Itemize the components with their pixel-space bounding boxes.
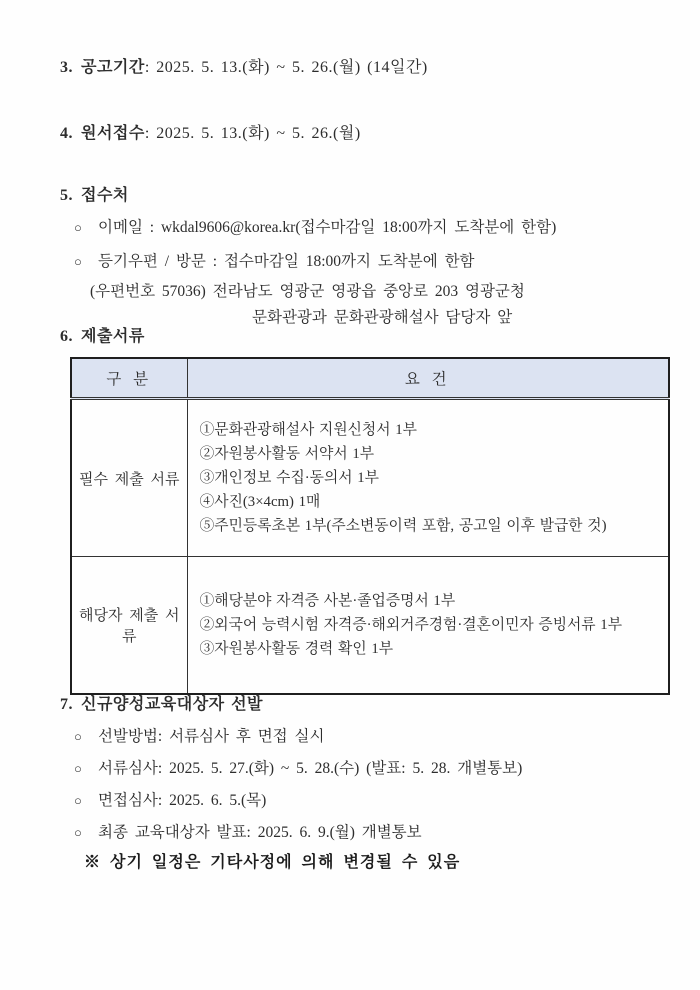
document-item: ②외국어 능력시험 자격증·해외거주경험·결혼이민자 증빙서류 1부 bbox=[199, 617, 622, 633]
email-bullet-item bbox=[74, 217, 670, 238]
mail-visit-bullet-item bbox=[74, 251, 670, 272]
document-item: ③자원봉사활동 경력 확인 1부 bbox=[199, 641, 394, 657]
selection-method-bullet bbox=[74, 726, 670, 747]
submission-documents-table bbox=[70, 357, 670, 695]
document-screening-bullet bbox=[74, 758, 670, 779]
column-header-requirements: 요 건 bbox=[187, 358, 669, 399]
document-item: ④사진(3×4cm) 1매 bbox=[199, 494, 321, 510]
table-row-required-documents bbox=[71, 399, 669, 557]
document-item: ⑤주민등록초본 1부(주소변동이력 포함, 공고일 이후 발급한 것) bbox=[199, 518, 607, 534]
mail-address-line1: (우편번호 57036) 전라남도 영광군 영광읍 중앙로 203 영광군청 bbox=[90, 283, 525, 300]
section-application-period bbox=[60, 123, 670, 144]
section-submission-office bbox=[60, 185, 670, 328]
section-title: 제출서류 bbox=[81, 328, 145, 345]
row-requirements-cell bbox=[187, 399, 669, 557]
document-item: ②자원봉사활동 서약서 1부 bbox=[199, 446, 375, 462]
section-number: 5. bbox=[60, 187, 73, 204]
row-requirements-cell bbox=[187, 557, 669, 695]
row-category-label: 해당자 제출 서류 bbox=[71, 557, 187, 695]
schedule-change-note: ※ 상기 일정은 기타사정에 의해 변경될 수 있음 bbox=[84, 854, 461, 871]
submission-documents-table-container bbox=[70, 357, 670, 695]
selection-method-text: 선발방법: 서류심사 후 면접 실시 bbox=[98, 728, 325, 745]
mail-visit-text: 등기우편 / 방문 : 접수마감일 18:00까지 도착분에 한함 bbox=[98, 253, 475, 270]
section-number: 7. bbox=[60, 696, 73, 713]
section-number: 4. bbox=[60, 125, 73, 142]
final-announcement-text: 최종 교육대상자 발표: 2025. 6. 9.(월) 개별통보 bbox=[98, 824, 422, 841]
column-header-category: 구 분 bbox=[71, 358, 187, 399]
final-announcement-bullet bbox=[74, 822, 670, 843]
interview-bullet bbox=[74, 790, 670, 811]
section-number: 3. bbox=[60, 59, 73, 76]
circle-bullet-icon: ○ bbox=[74, 729, 82, 744]
table-row-applicable-documents bbox=[71, 557, 669, 695]
email-text: 이메일 : wkdal9606@korea.kr(접수마감일 18:00까지 도착분에 한함) bbox=[98, 219, 557, 236]
section-number: 6. bbox=[60, 328, 73, 345]
circle-bullet-icon: ○ bbox=[74, 220, 82, 235]
section-heading bbox=[60, 694, 670, 715]
circle-bullet-icon: ○ bbox=[74, 825, 82, 840]
section-title: 접수처 bbox=[81, 187, 129, 204]
section-required-documents bbox=[60, 326, 670, 347]
section-value: : 2025. 5. 13.(화) ~ 5. 26.(월) bbox=[144, 125, 361, 142]
section-title: 원서접수 bbox=[81, 125, 145, 142]
document-item: ①문화관광해설사 지원신청서 1부 bbox=[199, 422, 417, 438]
section-title: 신규양성교육대상자 선발 bbox=[81, 696, 264, 713]
section-heading bbox=[60, 185, 670, 206]
section-value: : 2025. 5. 13.(화) ~ 5. 26.(월) (14일간) bbox=[144, 59, 428, 76]
section-notice-period bbox=[60, 57, 670, 78]
row-category-label: 필수 제출 서류 bbox=[71, 399, 187, 557]
interview-text: 면접심사: 2025. 6. 5.(목) bbox=[98, 792, 267, 809]
section-trainee-selection bbox=[60, 694, 670, 872]
circle-bullet-icon: ○ bbox=[74, 254, 82, 269]
section-title: 공고기간 bbox=[81, 59, 145, 76]
mail-address-line2: 문화관광과 문화관광해설사 담당자 앞 bbox=[252, 309, 513, 326]
document-item: ③개인정보 수집·동의서 1부 bbox=[199, 470, 379, 486]
document-screening-text: 서류심사: 2025. 5. 27.(화) ~ 5. 28.(수) (발표: 5. 28. 개별통보) bbox=[98, 760, 523, 777]
document-item: ①해당분야 자격증 사본·졸업증명서 1부 bbox=[199, 593, 456, 609]
circle-bullet-icon: ○ bbox=[74, 793, 82, 808]
circle-bullet-icon: ○ bbox=[74, 761, 82, 776]
table-header-row bbox=[71, 358, 669, 399]
